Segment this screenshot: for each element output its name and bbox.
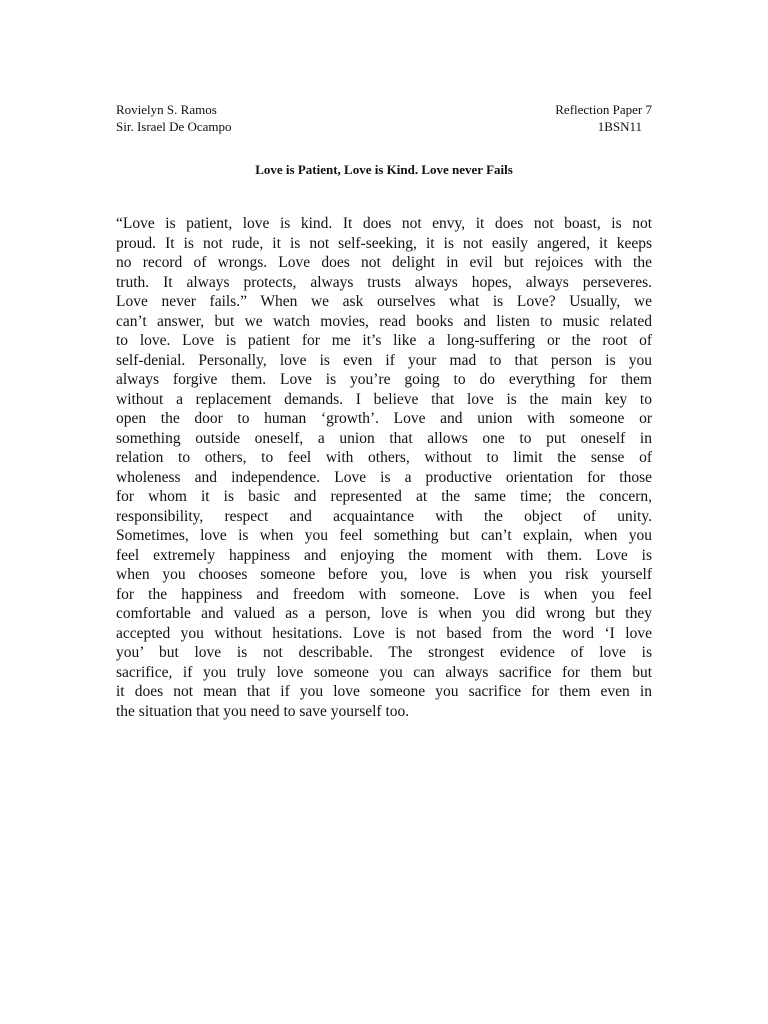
body-line: truth. It always protects, always trusts always hopes, always perseveres.: [116, 273, 652, 291]
body-line: proud. It is not rude, it is not self-seeking, it is not easily angered, it keeps: [116, 234, 652, 252]
body-line: something outside oneself, a union that allows one to put oneself in: [116, 429, 652, 447]
body-line: to love. Love is patient for me it’s like a long-suffering or the root of: [116, 332, 652, 349]
body-line: for whom it is basic and represented at the same time; the concern,: [116, 488, 652, 505]
body-line: “Love is patient, love is kind. It does not envy, it does not boast, is not: [116, 215, 652, 232]
body-line: responsibility, respect and acquaintance with the object of unity.: [116, 507, 652, 525]
body-line: wholeness and independence. Love is a productive orientation for those: [116, 468, 652, 486]
body-line: always forgive them. Love is you’re going to do everything for them: [116, 371, 652, 388]
body-line: for the happiness and freedom with someone. Love is when you feel: [116, 585, 652, 603]
body-line: sacrifice, if you truly love someone you can always sacrifice for them but: [116, 663, 652, 681]
body-line: the situation that you need to save yourself too.: [116, 702, 410, 720]
body-line: no record of wrongs. Love does not delight in evil but rejoices with the: [116, 254, 652, 271]
body-line: relation to others, to feel with others, without to limit the sense of: [116, 449, 652, 466]
paper-label: Reflection Paper 7: [555, 102, 652, 117]
body-line: comfortable and valued as a person, love is when you did wrong but they: [116, 605, 652, 622]
body-line: Sometimes, love is when you feel something but can’t explain, when you: [116, 527, 652, 544]
instructor-name: Sir. Israel De Ocampo: [116, 119, 232, 134]
body-line: without a replacement demands. I believe that love is the main key to: [116, 390, 652, 408]
body-line: can’t answer, but we watch movies, read books and listen to music related: [116, 312, 652, 330]
body-line: accepted you without hesitations. Love is not based from the word ‘I love: [116, 624, 652, 642]
document-title: Love is Patient, Love is Kind. Love never Fails: [255, 162, 513, 177]
body-line: it does not mean that if you love someone you sacrifice for them even in: [116, 683, 652, 700]
body-line: you’ but love is not describable. The strongest evidence of love is: [116, 644, 652, 661]
body-line: self-denial. Personally, love is even if your mad to that person is you: [116, 351, 652, 369]
header-row-2: [116, 118, 652, 135]
body-paragraph: [116, 214, 652, 721]
body-line: open the door to human ‘growth’. Love and union with someone or: [116, 410, 652, 427]
section-code: 1BSN11: [597, 119, 642, 134]
body-line: when you chooses someone before you, love is when you risk yourself: [116, 566, 652, 583]
author-name: Rovielyn S. Ramos: [116, 102, 217, 117]
document-header: [116, 101, 652, 135]
body-line: Love never fails.” When we ask ourselves what is Love? Usually, we: [116, 293, 652, 310]
header-row-1: [116, 101, 652, 118]
body-line: feel extremely happiness and enjoying the moment with them. Love is: [116, 546, 652, 564]
